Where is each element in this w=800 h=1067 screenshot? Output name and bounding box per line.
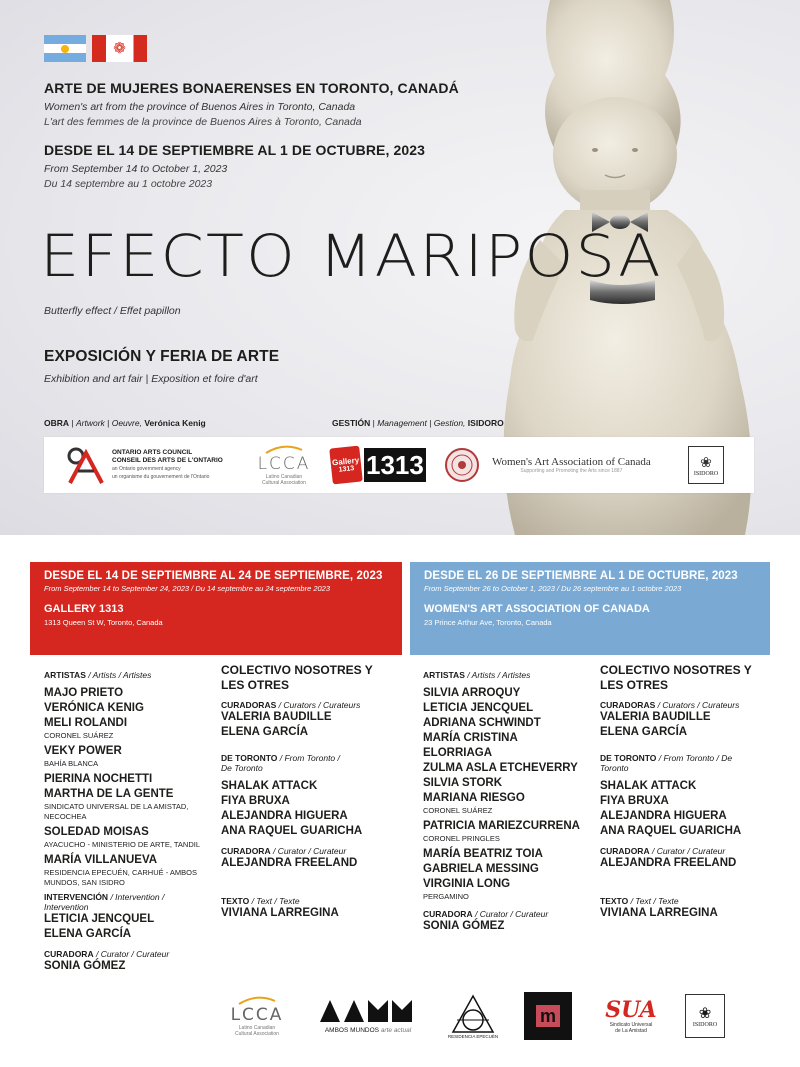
writer-name: VIVIANA LARREGINA xyxy=(600,907,718,919)
waac-logo xyxy=(444,437,684,493)
section-curadora: CURADORA / Curator / Curateur xyxy=(600,846,726,856)
artist-name: MARÍA VILLANUEVA xyxy=(44,854,158,866)
artist-location: AYACUCHO - MINISTERIO DE ARTE, TANDIL xyxy=(44,840,200,849)
obra-en: Artwork xyxy=(75,418,105,428)
credits-gestion: GESTIÓN | Management | Gestion, ISIDORO xyxy=(332,418,504,428)
collective-name: COLECTIVO NOSOTRES Y LES OTRES xyxy=(600,663,752,692)
artist-location: RESIDENCIA EPECUÉN, CARHUÉ - AMBOS MUNDOS, SAN ISIDRO xyxy=(44,868,197,887)
title-fr: L'art des femmes de la province de Buenos Aires à Toronto, Canada xyxy=(44,116,362,128)
waac-sub: Supporting and Promoting the Arts since 1887 xyxy=(520,468,623,474)
gestion-label: GESTIÓN xyxy=(332,418,371,428)
curator-name: ALEJANDRA FREELAND xyxy=(221,857,358,869)
isidoro-mark-icon: ❀ xyxy=(698,1005,712,1022)
artist-name: ALEJANDRA HIGUERA xyxy=(600,810,727,822)
collective-name: COLECTIVO NOSOTRES Y LES OTRES xyxy=(221,663,373,692)
artist-name: GABRIELA MESSING xyxy=(423,863,539,875)
lcca-swoosh-icon xyxy=(237,995,277,1005)
section-curadora: CURADORA / Curator / Curateur xyxy=(44,949,170,959)
section-de-toronto: DE TORONTO / From Toronto / De Toronto xyxy=(221,753,340,773)
venue1-address: 1313 Queen St W, Toronto, Canada xyxy=(44,618,163,627)
obra-name: Verónica Kenig xyxy=(144,418,206,428)
footer-lcca-sub1: Latino Canadian xyxy=(238,1025,276,1031)
epecuen-triangle-icon xyxy=(451,994,495,1034)
isidoro-text: ISIDORO xyxy=(693,470,719,477)
artist-name: ANA RAQUEL GUARICHA xyxy=(600,825,742,837)
section-de-toronto: DE TORONTO / From Toronto / De Toronto xyxy=(600,753,733,773)
lcca-swoosh-icon xyxy=(264,444,304,454)
dates-en: From September 14 to October 1, 2023 xyxy=(44,163,228,175)
section-artistas: ARTISTAS / Artists / Artistes xyxy=(423,670,531,680)
artist-name: MARTHA DE LA GENTE xyxy=(44,788,174,800)
gestion-name: ISIDORO xyxy=(467,418,504,428)
footer-m-logo xyxy=(523,990,573,1042)
ambos-sub: arte actual xyxy=(380,1027,412,1034)
artist-name: MARIANA RIESGO xyxy=(423,792,525,804)
artist-name: FIYA BRUXA xyxy=(600,795,669,807)
artist-name: SHALAK ATTACK xyxy=(221,780,318,792)
canada-flag-icon: ❁ xyxy=(92,35,147,62)
artist-name: SHALAK ATTACK xyxy=(600,780,697,792)
artist-name: ANA RAQUEL GUARICHA xyxy=(221,825,363,837)
oac-line2: CONSEIL DES ARTS DE L'ONTARIO xyxy=(112,457,223,464)
artist-name: ZULMA ASLA ETCHEVERRY xyxy=(423,762,578,774)
title-en: Women's art from the province of Buenos Aires in Toronto, Canada xyxy=(44,101,356,113)
artist-name: VERÓNICA KENIG xyxy=(44,702,144,714)
subtitle-en: Butterfly effect xyxy=(44,305,112,317)
artist-location: CORONEL SUÁREZ xyxy=(423,806,493,815)
curator-name: ELENA GARCÍA xyxy=(600,726,688,738)
footer-epecuen-logo xyxy=(446,990,500,1042)
artist-name: PATRICIA MARIEZCURRENA xyxy=(423,820,580,832)
footer-lcca-text: LCCA xyxy=(230,1005,284,1025)
artist-name: LETICIA JENCQUEL xyxy=(44,913,155,925)
artist-name: MARÍA CRISTINA ELORRIAGA xyxy=(423,732,518,759)
obra-fr: Oeuvre, xyxy=(111,418,142,428)
section-curadora: CURADORA / Curator / Curateur xyxy=(221,846,347,856)
venue1-dates-es: DESDE EL 14 DE SEPTIEMBRE AL 24 DE SEPTIEMBRE, 2023 xyxy=(44,570,383,582)
isidoro-mark-icon: ❀ xyxy=(700,453,712,470)
venue2-dates-es: DESDE EL 26 DE SEPTIEMBRE AL 1 DE OCTUBRE, 2023 xyxy=(424,570,738,582)
artists-column-gallery xyxy=(44,663,219,974)
artist-name: MELI ROLANDI xyxy=(44,717,128,729)
artist-name: ALEJANDRA HIGUERA xyxy=(221,810,348,822)
section-curadoras: CURADORAS / Curators / Curateurs xyxy=(600,700,740,710)
artist-location: BAHÍA BLANCA xyxy=(44,759,99,768)
gallery-number: 1313 xyxy=(366,450,424,480)
artist-name: VIRGINIA LONG xyxy=(423,878,511,890)
title-es: ARTE DE MUJERES BONAERENSES EN TORONTO, CANADÁ xyxy=(44,80,459,96)
sua-sub2: de La Amistad xyxy=(615,1028,647,1034)
ambos-mundos-mark-icon xyxy=(318,998,418,1024)
venue2-address: 23 Prince Arthur Ave, Toronto, Canada xyxy=(424,618,552,627)
argentina-flag-icon xyxy=(44,35,86,62)
ambos-text: AMBOS MUNDOS xyxy=(324,1027,379,1034)
venue2-name: WOMEN'S ART ASSOCIATION OF CANADA xyxy=(424,603,650,615)
collective-column-gallery xyxy=(221,663,396,921)
oac-line1: ONTARIO ARTS COUNCIL xyxy=(112,449,193,456)
subtitle-fr: Effet papillon xyxy=(119,305,181,317)
venue1-name: GALLERY 1313 xyxy=(44,603,124,615)
curator-name: ELENA GARCÍA xyxy=(221,726,309,738)
artist-name: PIERINA NOCHETTI xyxy=(44,773,153,785)
oac-line3: an Ontario government agency xyxy=(112,466,181,472)
lcca-sub1: Latino Canadian xyxy=(265,474,303,480)
sponsor-logo-strip xyxy=(44,437,754,493)
footer-isidoro-logo xyxy=(682,990,728,1042)
gallery-num-small: 1313 xyxy=(338,465,355,474)
ontario-arts-council-logo xyxy=(64,437,244,493)
sua-sub1: Sindicato Universal xyxy=(609,1022,653,1028)
exhibition-type-tr: Exhibition and art fair | Exposition et foire d'art xyxy=(44,373,258,385)
footer-sua-logo xyxy=(600,990,662,1042)
footer-isidoro-text: ISIDORO xyxy=(692,1022,718,1028)
footer-ambos-mundos-logo xyxy=(316,990,420,1042)
artist-location: CORONEL PRINGLES xyxy=(423,834,500,843)
artist-name: MAJO PRIETO xyxy=(44,687,124,699)
section-texto: TEXTO / Text / Texte xyxy=(221,896,300,906)
writer-name: VIVIANA LARREGINA xyxy=(221,907,339,919)
section-curadora: CURADORA / Curator / Curateur xyxy=(423,909,549,919)
venue1-dates-tr: From September 14 to September 24, 2023 / Du 14 septembre au 24 septembre 2023 xyxy=(44,584,331,593)
artist-name: FIYA BRUXA xyxy=(221,795,290,807)
artist-location: SINDICATO UNIVERSAL DE LA AMISTAD, NECOCHEA xyxy=(44,802,189,821)
artist-name: MARÍA BEATRIZ TOIA xyxy=(423,848,543,860)
dates-es: DESDE EL 14 DE SEPTIEMBRE AL 1 DE OCTUBRE, 2023 xyxy=(44,142,425,158)
m-text: m xyxy=(536,1005,560,1027)
artist-name: SILVIA ARROQUY xyxy=(423,687,521,699)
artist-name: SOLEDAD MOISAS xyxy=(44,826,149,838)
curator-name: ALEJANDRA FREELAND xyxy=(600,857,737,869)
lcca-logo xyxy=(244,437,324,493)
section-intervencion: INTERVENCIÓN / Intervention / Intervention xyxy=(44,892,165,912)
lcca-text: LCCA xyxy=(257,454,311,474)
gestion-en: Management xyxy=(377,418,427,428)
dates-fr: Du 14 septembre au 1 octobre 2023 xyxy=(44,178,213,190)
obra-label: OBRA xyxy=(44,418,70,428)
curator-name: VALERIA BAUDILLE xyxy=(221,711,332,723)
curator-name: SONIA GÓMEZ xyxy=(44,960,126,972)
oac-emblem-icon xyxy=(64,445,108,485)
footer-lcca-sub2: Cultural Association xyxy=(235,1031,279,1037)
section-texto: TEXTO / Text / Texte xyxy=(600,896,679,906)
venue-band-gallery-1313 xyxy=(30,562,402,655)
waac-text: Women's Art Association of Canada xyxy=(492,456,651,468)
venue2-dates-tr: From September 26 to October 1, 2023 / Du 26 septembre au 1 octobre 2023 xyxy=(424,584,682,593)
oac-line4: un organisme du gouvernement de l'Ontario xyxy=(112,474,210,480)
credits-obra: OBRA | Artwork | Oeuvre, Verónica Kenig xyxy=(44,418,206,428)
epecuen-text: RESIDENCIA EPECUÉN xyxy=(447,1033,499,1039)
artist-location: PERGAMINO xyxy=(423,892,469,901)
exhibition-subtitle: Butterfly effect / Effet papillon xyxy=(44,305,181,317)
artist-name: VEKY POWER xyxy=(44,745,122,757)
exhibition-type-es: EXPOSICIÓN Y FERIA DE ARTE xyxy=(44,348,280,365)
gallery-1313-logo xyxy=(331,437,435,493)
section-curadoras: CURADORAS / Curators / Curateurs xyxy=(221,700,361,710)
artist-name: SILVIA STORK xyxy=(423,777,503,789)
lcca-sub2: Cultural Association xyxy=(262,480,306,486)
footer-lcca-logo xyxy=(222,990,292,1042)
artist-name: ELENA GARCÍA xyxy=(44,928,132,940)
type-en: Exhibition and art fair xyxy=(44,373,143,385)
gestion-fr: Gestion, xyxy=(433,418,466,428)
artists-column-waac xyxy=(423,663,598,934)
artist-name: LETICIA JENCQUEL xyxy=(423,702,534,714)
section-artistas: ARTISTAS / Artists / Artistes xyxy=(44,670,152,680)
exhibition-title: EFECTO MARIPOSA xyxy=(40,222,663,290)
type-fr: Exposition et foire d'art xyxy=(151,373,258,385)
artist-location: CORONEL SUÁREZ xyxy=(44,731,114,740)
collective-column-waac xyxy=(600,663,775,921)
waac-seal-icon xyxy=(444,447,480,483)
gallery-word: Gallery xyxy=(331,455,360,468)
venue-band-waac xyxy=(410,562,770,655)
sua-text: SUA xyxy=(605,997,657,1023)
curator-name: VALERIA BAUDILLE xyxy=(600,711,711,723)
artist-name: ADRIANA SCHWINDT xyxy=(423,717,541,729)
curator-name: SONIA GÓMEZ xyxy=(423,920,505,932)
gallery-badge xyxy=(329,446,363,485)
isidoro-logo xyxy=(684,437,728,493)
